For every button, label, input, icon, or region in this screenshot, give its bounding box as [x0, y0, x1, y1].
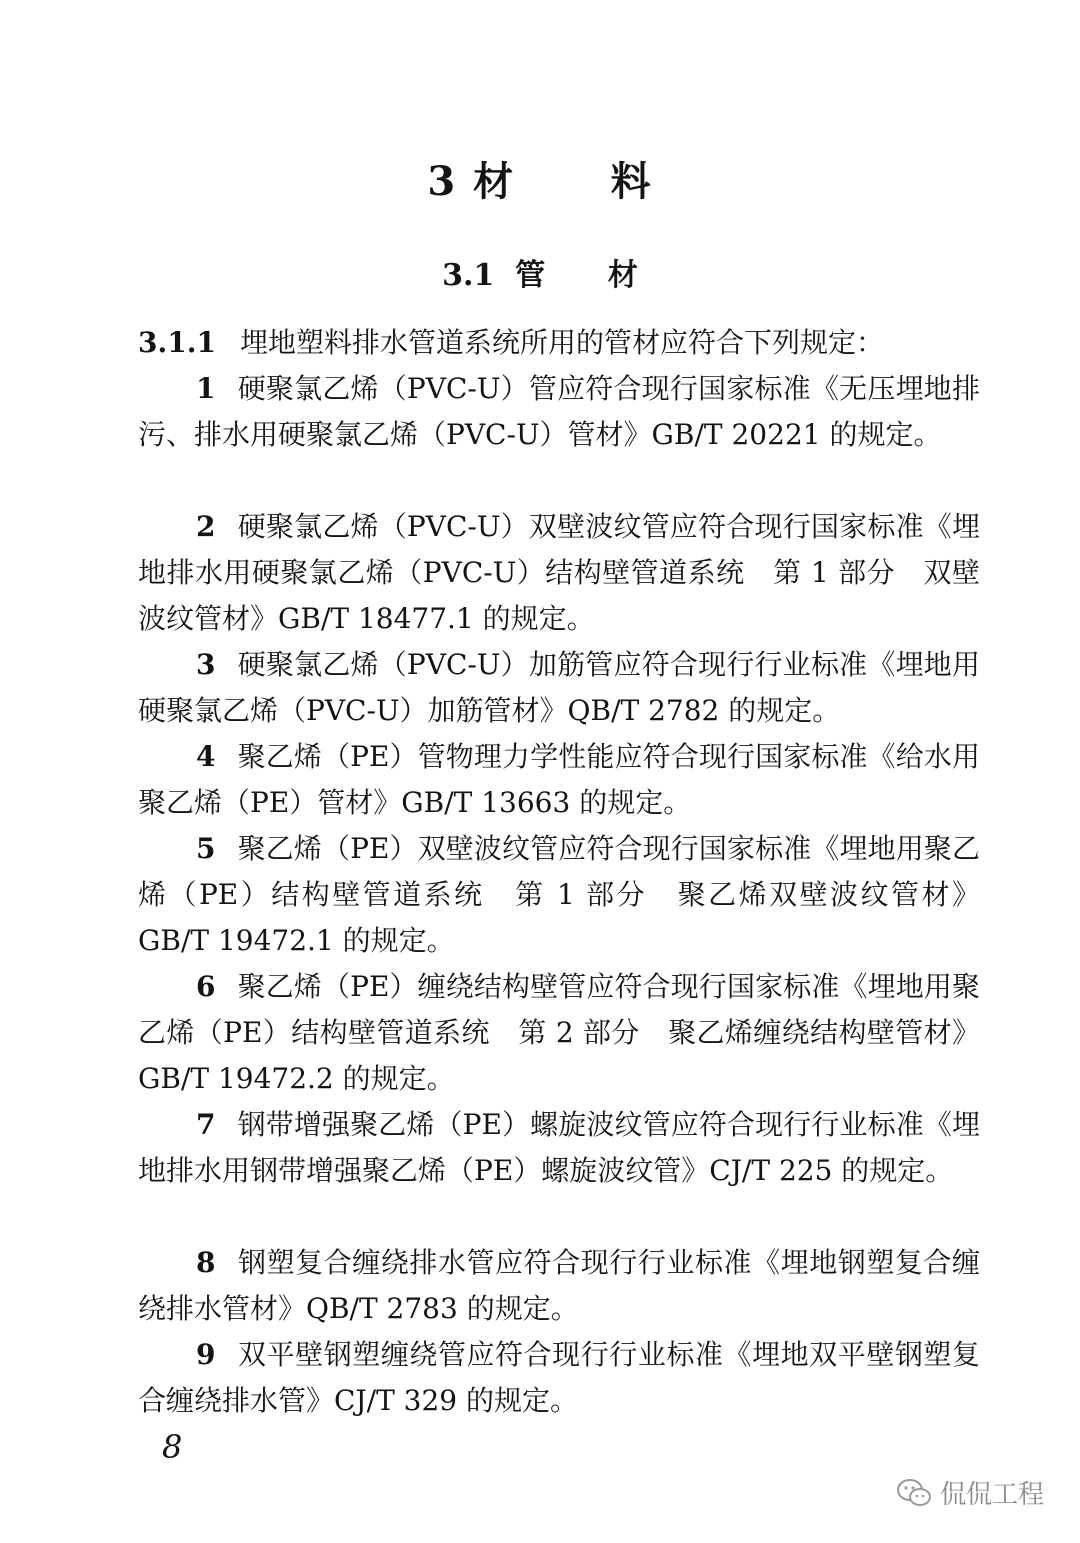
watermark: [896, 1474, 1044, 1511]
item-text: 聚乙烯（PE）管物理力学性能应符合现行国家标准《给水用聚乙烯（PE）管材》GB/T 13663 的规定。: [138, 740, 980, 819]
list-item-6: [138, 964, 980, 1102]
item-number: 7: [196, 1108, 216, 1141]
item-text: 双平壁钢塑缠绕管应符合现行行业标准《埋地双平壁钢塑复合缠绕排水管》CJ/T 329 的规定。: [138, 1338, 980, 1417]
section-title: 3.1 管 材: [442, 258, 638, 293]
list-item-8: [138, 1240, 980, 1332]
clause-3-1-1: [138, 320, 980, 366]
item-number: 5: [196, 832, 216, 865]
item-text: 钢塑复合缠绕排水管应符合现行行业标准《埋地钢塑复合缠绕排水管材》QB/T 2783 的规定。: [138, 1246, 980, 1325]
item-text: 硬聚氯乙烯（PVC-U）加筋管应符合现行行业标准《埋地用硬聚氯乙烯（PVC-U）加筋管材》QB/T 2782 的规定。: [138, 648, 980, 727]
list-item-1: [138, 366, 980, 458]
list-item-5: [138, 826, 980, 964]
clause-text: 埋地塑料排水管道系统所用的管材应符合下列规定：: [239, 326, 884, 359]
item-number: 4: [196, 740, 216, 773]
item-text: 聚乙烯（PE）双壁波纹管应符合现行国家标准《埋地用聚乙烯（PE）结构壁管道系统 第 1 部分 聚乙烯双壁波纹管材》GB/T 19472.1 的规定。: [138, 832, 980, 957]
item-number: 3: [196, 648, 216, 681]
list-item-9: [138, 1332, 980, 1424]
item-text: 聚乙烯（PE）缠绕结构壁管应符合现行国家标准《埋地用聚乙烯（PE）结构壁管道系统 第 2 部分 聚乙烯缠绕结构壁管材》GB/T 19472.2 的规定。: [138, 970, 980, 1095]
list-item-2: [138, 504, 980, 642]
wechat-icon: [896, 1478, 932, 1508]
item-text: 硬聚氯乙烯（PVC-U）管应符合现行国家标准《无压埋地排污、排水用硬聚氯乙烯（PVC-U）管材》GB/T 20221 的规定。: [138, 372, 980, 451]
list-item-3: [138, 642, 980, 734]
list-item-7: [138, 1102, 980, 1194]
item-number: 2: [196, 510, 216, 543]
item-text: 硬聚氯乙烯（PVC-U）双壁波纹管应符合现行国家标准《埋地排水用硬聚氯乙烯（PVC-U）结构壁管道系统 第 1 部分 双壁波纹管材》GB/T 18477.1 的规定。: [138, 510, 980, 635]
item-number: 8: [196, 1246, 216, 1279]
item-number: 1: [196, 372, 216, 405]
watermark-text: 侃侃工程: [940, 1480, 1045, 1510]
page-number: 8: [162, 1428, 183, 1466]
chapter-title: 3 材 料: [427, 158, 653, 205]
clause-number: 3.1.1: [138, 326, 216, 359]
item-number: 9: [196, 1338, 216, 1371]
item-number: 6: [196, 970, 216, 1003]
list-item-4: [138, 734, 980, 826]
item-text: 钢带增强聚乙烯（PE）螺旋波纹管应符合现行行业标准《埋地排水用钢带增强聚乙烯（PE）螺旋波纹管》CJ/T 225 的规定。: [138, 1108, 980, 1187]
